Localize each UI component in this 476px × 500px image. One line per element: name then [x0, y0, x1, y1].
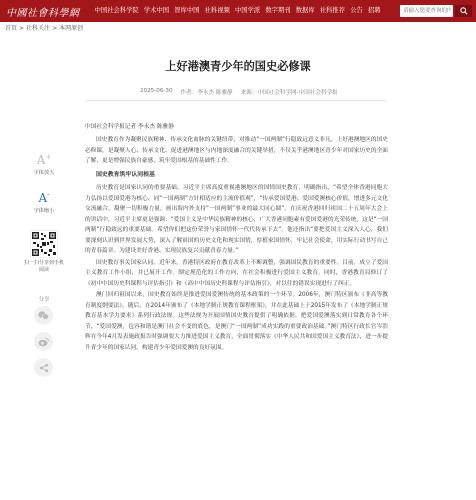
font-decrease-sign: -	[47, 191, 50, 199]
article-byline: 中国社会科学报记者 李永杰 陈雅静	[85, 124, 174, 130]
font-increase-label: 字体放大	[33, 170, 55, 176]
paragraph-3: 国史教育事关国家认同。近年来，香港特区政府在教育改革上不断调整，强调国民教育的重要性。目前，成立了爱国主义教育工作小组，并已展开工作。制定规范化的工作方向，在社会积极进行爱国主义教育。同时，香港教育局修订了《初中中国历史科课程与评估指引》和《高中中国历史科课程与评估指引》，对以往的错误实现进行了纠正。	[85, 259, 388, 287]
author-meta: 作者：李永杰 陈雅静	[180, 90, 233, 96]
nav-item-school[interactable]: 中国学派	[234, 7, 261, 14]
search-input[interactable]	[400, 5, 453, 17]
header-divider	[85, 100, 387, 101]
article-body	[85, 122, 388, 354]
source-meta: 来源：中国社会科学网-中国社会科学报	[240, 90, 338, 96]
font-increase-icon: A	[36, 153, 46, 167]
page-title: 上好港澳青少年的国史必修课	[165, 60, 311, 73]
paragraph-4: 澳门回归祖国以来，国史教育始终是推进爱国爱澳传统的基本政策的一个环节。2006年，澳门特区颁布《非高等教育制度纲要法》，随后，在2014年颁布了《本地学制正规教育课程框架》，并在此基础上于2015年发布了《本地学制正规教育基本学力要求》系列行政法规。这些法规为开展国情国史教育提供了明确依据。把爱国爱澳落实到日常教育各个环节，“爱国爱澳，包容和谐是澳门社会不变的底色，是澳门“一国两制”成功实践的重要政治基础。”澳门特区行政长官岑浩辉在今年4月发表施政报告时强调要大力推进爱国主义教育，全面贯彻落实《中华人民共和国爱国主义教育法》，进一步提升青少年的国家认同，构建青少年爱国爱澳的良好氛围。	[85, 292, 388, 351]
breadcrumb-current[interactable]: 本网原创	[59, 25, 84, 32]
share-more-button[interactable]	[34, 358, 53, 377]
qr-caption: 扫一扫分享到手机阅读	[24, 260, 65, 273]
breadcrumb-section[interactable]: 社科关注	[26, 25, 51, 32]
share-label: 分享	[38, 297, 50, 303]
font-increase-sign: +	[45, 153, 52, 161]
article-meta	[140, 88, 338, 96]
font-increase-button[interactable]	[24, 150, 64, 176]
nav-item-cass[interactable]: 中国社会科学院	[94, 7, 139, 14]
section-heading: 国史教育筑牢认同根基	[96, 171, 155, 178]
font-decrease-icon: A	[38, 191, 48, 205]
site-logo[interactable]	[0, 0, 92, 22]
share-weibo-button[interactable]	[34, 332, 53, 351]
nav-item-video[interactable]: 社科视频	[204, 7, 230, 14]
qr-code-icon	[30, 230, 58, 258]
main-nav	[92, 0, 383, 22]
nav-item-database[interactable]: 数据库	[295, 7, 315, 14]
font-decrease-button[interactable]	[24, 188, 64, 214]
top-navigation-bar	[0, 0, 476, 22]
logo-text: 中國社會科學網	[6, 7, 80, 19]
publish-date: 2025-06-30	[140, 88, 173, 94]
nav-item-recruit[interactable]: 招聘	[367, 7, 381, 14]
breadcrumb-home[interactable]: 首页	[5, 25, 18, 32]
share-wechat-button[interactable]	[34, 306, 53, 325]
font-decrease-label: 字体缩小	[33, 208, 55, 214]
nav-item-recommend[interactable]: 社科推荐	[319, 7, 345, 14]
nav-item-journals[interactable]: 数字期刊	[265, 7, 291, 14]
search-button[interactable]	[455, 5, 472, 17]
nav-item-academic[interactable]: 学术中国	[143, 7, 170, 14]
nav-item-notice[interactable]: 公告	[350, 7, 363, 14]
share-icon	[39, 363, 49, 373]
weibo-icon	[38, 337, 49, 347]
search-icon	[460, 7, 468, 15]
breadcrumb-separator: >	[19, 25, 25, 32]
paragraph-2: 历史教育是国家认同的重要基础。习近平主席高度重视港澳地区的国情国史教育，明确指出，“希望全体香港同胞大力弘扬以爱国爱港为核心、同“一国两制”方针相适应的主流价值观”，“传承爱国爱港、爱国爱澳核心价值，增进多元文化交流融合，凝聚一切积极力量，画出海内外支持“一国两制”事业的最大同心圆”。在庆祝香港回归祖国二十五周年大会上的讲话中，习近平主席更是强调：“爱国主义是中华民族精神的核心，广大香港同胞素有爱国爱港的光荣传统。这是“一国两制”行稳致远的重要基础。希望你们把这份荣誉与家国情怀一代代传承下去”。他还指出“要把爱国主义深入人心，我们要深刻认识到世界发展大势，深入了解祖国的历史文化和现实国情，厚植家国情怀，牢记社会使命，用实际行动书写自己的青春篇章。为建设美好香港、实现民族复兴贡献青春力量。”	[85, 185, 388, 254]
breadcrumb-separator: >	[52, 25, 58, 32]
paragraph-intro: 国史教育作为凝聚民族精神、传承文化血脉的关键纽带，对推动“一国两制”行稳致远意义非凡。上好港澳地区的国史必修课，是凝聚人心、传承文化、促进港澳地区与内地深度融合的关键举措，不仅关乎港澳地区青少年对国家历史的全面了解，更是增强民族自豪感、筑牢爱国根基的基础性工作。	[85, 137, 388, 164]
nav-item-thinktank[interactable]: 智库中国	[174, 7, 200, 14]
breadcrumb	[5, 22, 83, 35]
wechat-icon	[38, 311, 49, 320]
